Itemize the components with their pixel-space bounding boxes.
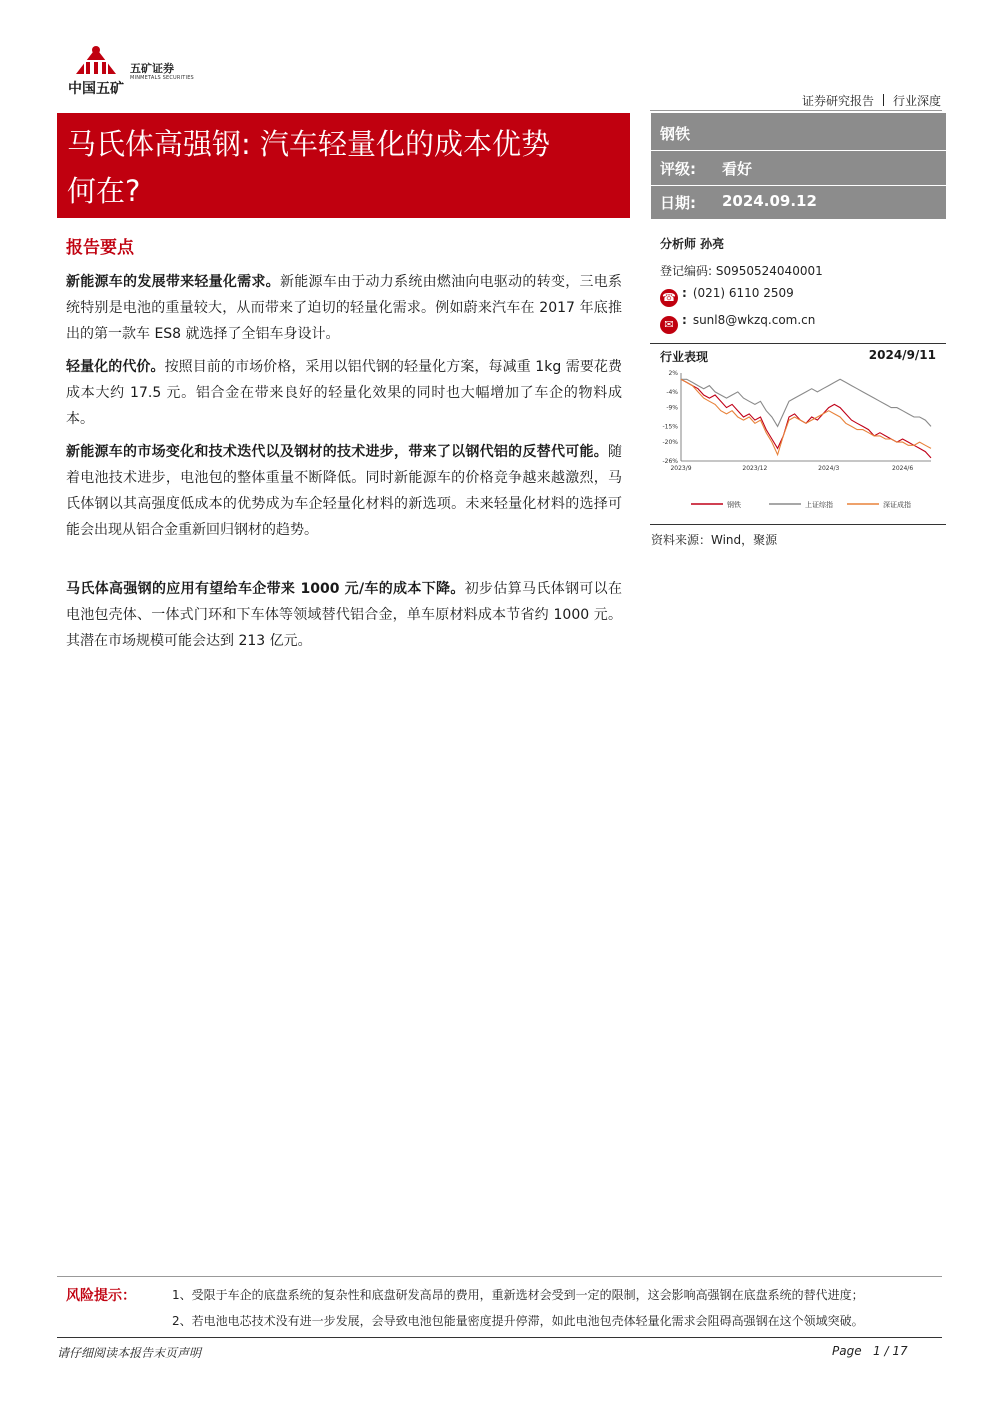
page-label: Page — [832, 1344, 862, 1358]
summary-paragraph-1 — [66, 269, 622, 347]
y-tick-label: -20% — [662, 439, 678, 447]
date-row — [660, 192, 817, 213]
series-line-3 — [681, 379, 931, 454]
report-title — [67, 121, 627, 215]
footer-rule — [57, 1337, 942, 1338]
industry-name: 钢铁 — [660, 125, 691, 143]
phone-icon: ☎ — [660, 289, 678, 307]
minmetals-logo-icon — [72, 40, 120, 76]
info-divider — [651, 185, 946, 186]
y-tick-label: -26% — [662, 458, 678, 465]
chart-bottom-rule — [650, 524, 946, 525]
y-tick-label: -9% — [666, 404, 678, 412]
industry-performance-chart — [651, 364, 946, 524]
chart-title: 行业表现 — [660, 350, 709, 364]
para-heading: 轻量化的代价。 — [66, 359, 165, 375]
chart-source: 资料来源：Wind，聚源 — [651, 533, 778, 547]
rating-row — [660, 158, 753, 179]
header-rule — [650, 110, 942, 111]
report-type: 证券研究报告 — [801, 94, 874, 108]
legend-label: 深证成指 — [883, 501, 911, 509]
series-line-2 — [681, 379, 931, 426]
legend-label: 上证综指 — [805, 501, 833, 509]
logo-group-name: 中国五矿 — [68, 81, 124, 97]
risk-label: 风险提示： — [66, 1288, 136, 1304]
risk-item-2: 2、若电池电芯技术没有进一步发展，会导致电池包能量密度提升停滞，如此电池包壳体轻量化需求会阻碍高强钢在这个领域突破。 — [172, 1314, 864, 1328]
colon: : — [682, 313, 687, 327]
summary-paragraph-3 — [66, 439, 622, 543]
title-line-2: 何在? — [67, 174, 141, 208]
para-body: 随着电池技术进步，电池包的整体重量不断降低。同时新能源车的价格竞争越来越激烈，马氏体钢以其高强度低成本的优势成为车企轻量化材料的新选项。未来轻量化材料的选择可能会出现从铝合金重新回归钢材的趋势。 — [66, 444, 622, 538]
title-line-1: 马氏体高强钢: 汽车轻量化的成本优势 — [67, 127, 550, 161]
legend-label: 钢铁 — [727, 501, 741, 509]
risk-item-1: 1、受限于车企的底盘系统的复杂性和底盘研发高昂的费用，重新选材会受到一定的限制，这会影响高强钢在底盘系统的替代进度； — [172, 1288, 864, 1302]
y-tick-label: -4% — [666, 388, 678, 396]
footer-disclaimer: 请仔细阅读本报告末页声明 — [57, 1346, 202, 1360]
x-tick-label: 2023/9 — [670, 465, 692, 472]
divider — [883, 94, 884, 106]
para-heading: 马氏体高强钢的应用有望给车企带来 1000 元/车的成本下降。 — [66, 581, 465, 597]
x-tick-label: 2023/12 — [742, 465, 768, 472]
summary-paragraph-2 — [66, 354, 622, 432]
analyst-phone-row — [660, 286, 794, 307]
report-subtype: 行业深度 — [892, 94, 941, 108]
risk-rule — [57, 1276, 942, 1277]
para-heading: 新能源车的市场变化和技术迭代以及钢材的技术进步，带来了以钢代铝的反替代可能。 — [66, 444, 608, 460]
section-title: 报告要点 — [66, 238, 134, 258]
chart-date: 2024/9/11 — [868, 348, 936, 362]
rating-label: 评级: — [660, 160, 696, 178]
analyst-email[interactable]: sunl8@wkzq.com.cn — [692, 313, 816, 327]
para-body: 按照目前的市场价格，采用以铝代钢的轻量化方案，每减重 1kg 需要花费成本大约 17.5 元。铝合金在带来良好的轻量化效果的同时也大幅增加了车企的物料成本。 — [66, 359, 622, 427]
para-heading: 新能源车的发展带来轻量化需求。 — [66, 274, 280, 290]
email-icon: ✉ — [660, 316, 678, 334]
x-tick-label: 2024/6 — [892, 465, 914, 472]
logo-broker-en: MINMETALS SECURITIES — [130, 75, 194, 81]
y-tick-label: 2% — [668, 370, 678, 377]
series-line-1 — [681, 379, 931, 458]
analyst-name: 分析师 孙亮 — [660, 237, 725, 251]
summary-paragraph-4 — [66, 576, 622, 654]
page-indicator — [832, 1344, 908, 1358]
para-body: 初步估算马氏体钢可以在电池包壳体、一体式门环和下车体等领域替代铝合金，单车原材料成本节省约 1000 元。其潜在市场规模可能会达到 213 亿元。 — [66, 581, 623, 649]
x-tick-label: 2024/3 — [818, 465, 840, 472]
analyst-phone: (021) 6110 2509 — [692, 286, 794, 300]
date-value: 2024.09.12 — [722, 192, 817, 210]
analyst-email-row — [660, 313, 815, 334]
logo-broker-name: 五矿证券 — [130, 62, 174, 75]
y-tick-label: -15% — [662, 423, 678, 431]
para-body: 新能源车由于动力系统由燃油向电驱动的转变，三电系统特别是电池的重量较大，从而带来了迫切的轻量化需求。例如蔚来汽车在 2017 年底推出的第一款车 ES8 就选择了全铝车身设计。 — [66, 274, 623, 342]
rating-value: 看好 — [722, 160, 753, 178]
analyst-registration: 登记编码: S0950524040001 — [660, 264, 823, 278]
date-label: 日期: — [660, 194, 696, 212]
colon: : — [682, 286, 687, 300]
report-type-label — [802, 92, 941, 109]
chart-top-rule — [650, 343, 946, 344]
page-number: 1 / 17 — [873, 1344, 908, 1358]
info-divider — [651, 150, 946, 151]
